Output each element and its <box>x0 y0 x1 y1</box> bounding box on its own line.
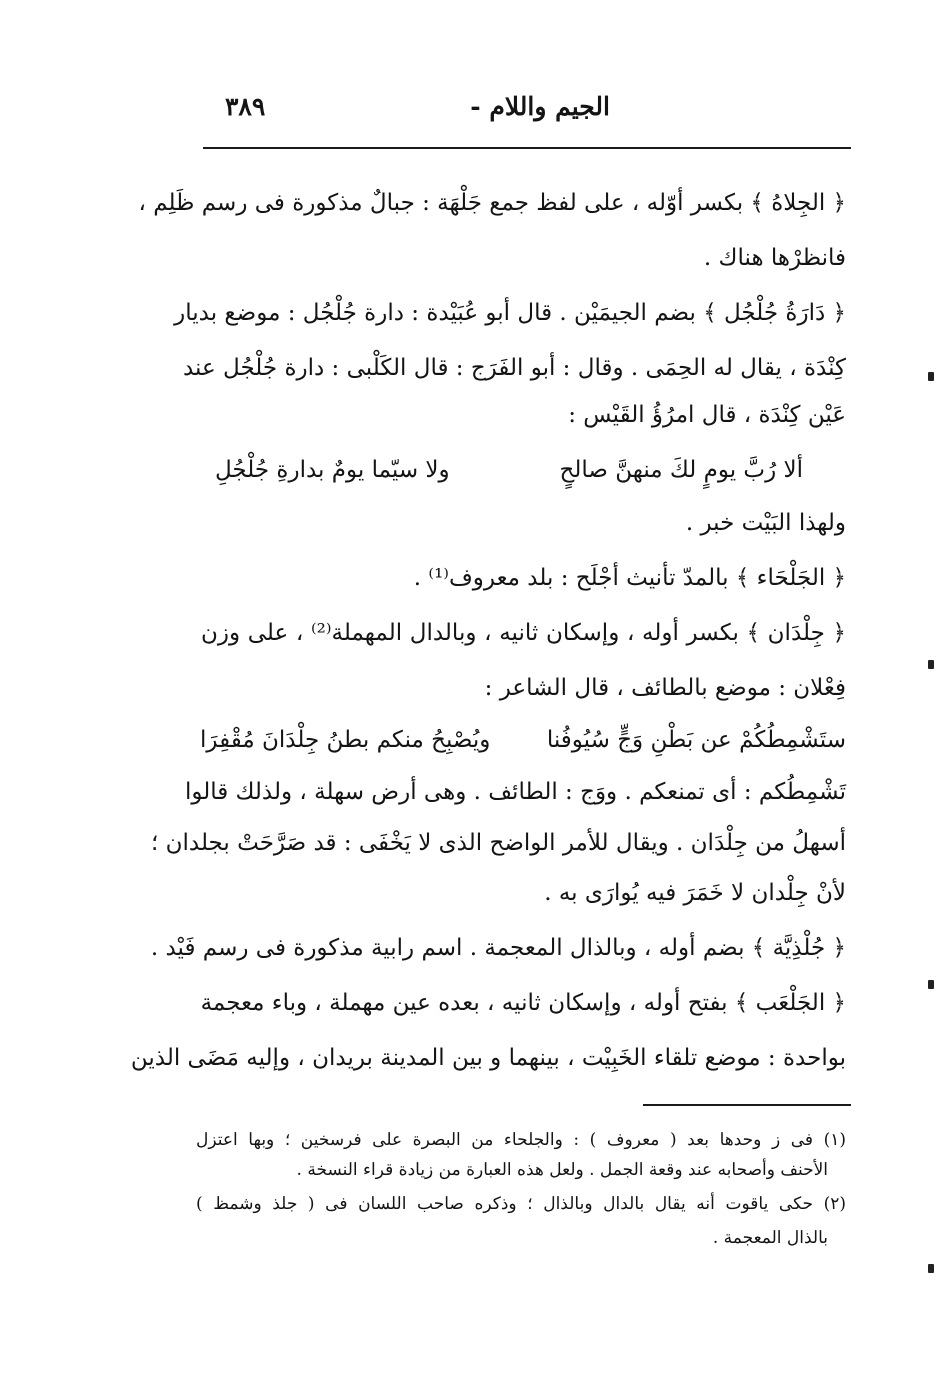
footnote-line: (٢) حكى ياقوت أنه يقال بالدال وبالذال ؛ وذكره صاحب اللسان فى ( جلذ وشمظ ) <box>196 1194 846 1214</box>
page-number: ٣٨٩ <box>225 92 266 121</box>
text-line: بواحدة : موضع تلقاء الخَبِيْت ، بينهما و بين المدينة بريدان ، وإليه مَضَى الذين <box>130 1045 846 1071</box>
running-title: الجيم واللام - <box>470 92 610 121</box>
text-line: عَيْن كِنْدَة ، قال امرُؤُ القَيْس : <box>568 402 846 428</box>
text-line: لأنْ جِلْدان لا خَمَرَ فيه يُوارَى به . <box>544 880 846 906</box>
text-line: ﴿ الجَلْحَاء ﴾ بالمدّ تأنيث أجْلَح : بلد معروف⁽¹⁾ . <box>413 565 846 591</box>
verse-hemistich: ويُصْبِحُ منكم بطنُ جِلْدَانَ مُقْفِرَا <box>200 727 491 753</box>
margin-mark <box>928 1264 934 1273</box>
verse-hemistich: ستَشْمِطُكُمْ عن بَطْنِ وَجٍّ سُيُوفُنا <box>546 727 846 753</box>
footnote-rule <box>643 1104 851 1106</box>
text-line: فانظرْها هناك . <box>703 245 846 271</box>
margin-mark <box>928 980 934 989</box>
text-line: ﴿ الجِلاهُ ﴾ بكسر أوّله ، على لفظ جمع جَلْهَة : جبالٌ مذكورة فى رسم ظَلِم ، <box>138 190 846 216</box>
text-line: ﴿ جِلْدَان ﴾ بكسر أوله ، وإسكان ثانيه ، وبالدال المهملة⁽²⁾ ، على وزن <box>201 620 846 646</box>
verse-hemistich: ولا سيّما يومٌ بدارةِ جُلْجُلِ <box>215 457 450 483</box>
footnote-line: الأحنف وأصحابه عند وقعة الجمل . ولعل هذه العبارة من زيادة قراء النسخة . <box>296 1160 828 1180</box>
text-line: ﴿ دَارَةُ جُلْجُل ﴾ بضم الجيمَيْن . قال أبو عُبَيْدة : دارة جُلْجُل : موضع بديار <box>174 300 846 326</box>
text-line: تَشْمِطُكم : أى تمنعكم . ووَج : الطائف . وهى أرض سهلة ، ولذلك قالوا <box>184 779 846 805</box>
footnote-line: بالذال المعجمة . <box>712 1228 828 1248</box>
footnote-line: (١) فى ز وحدها بعد ( معروف ) : والجلحاء من البصرة على فرسخين ؛ وبها اعتزل <box>196 1130 846 1150</box>
page-header <box>205 92 850 136</box>
text-line: أسهلُ من جِلْدَان . ويقال للأمر الواضح الذى لا يَخْفَى : قد صَرَّحَتْ بجلدان ؛ <box>150 830 846 856</box>
margin-mark <box>928 660 934 669</box>
text-line: ولهذا البَيْت خبر . <box>685 510 846 536</box>
text-line: ﴿ جُلْذِيَّة ﴾ بضم أوله ، وبالذال المعجمة . اسم رابية مذكورة فى رسم فَيْد . <box>150 935 846 961</box>
text-line: ﴿ الجَلْعَب ﴾ بفتح أوله ، وإسكان ثانيه ، بعده عين مهملة ، وباء معجمة <box>200 990 846 1016</box>
margin-mark <box>928 372 934 381</box>
header-rule <box>203 147 851 149</box>
text-line: كِنْدَة ، يقال له الحِمَى . وقال : أبو الفَرَج : قال الكَلْبى : دارة جُلْجُل عند <box>182 355 846 381</box>
text-line: فِعْلان : موضع بالطائف ، قال الشاعر : <box>484 675 846 701</box>
verse-hemistich: ألا رُبَّ يومٍ لكَ منهنَّ صالحٍ <box>559 457 803 483</box>
